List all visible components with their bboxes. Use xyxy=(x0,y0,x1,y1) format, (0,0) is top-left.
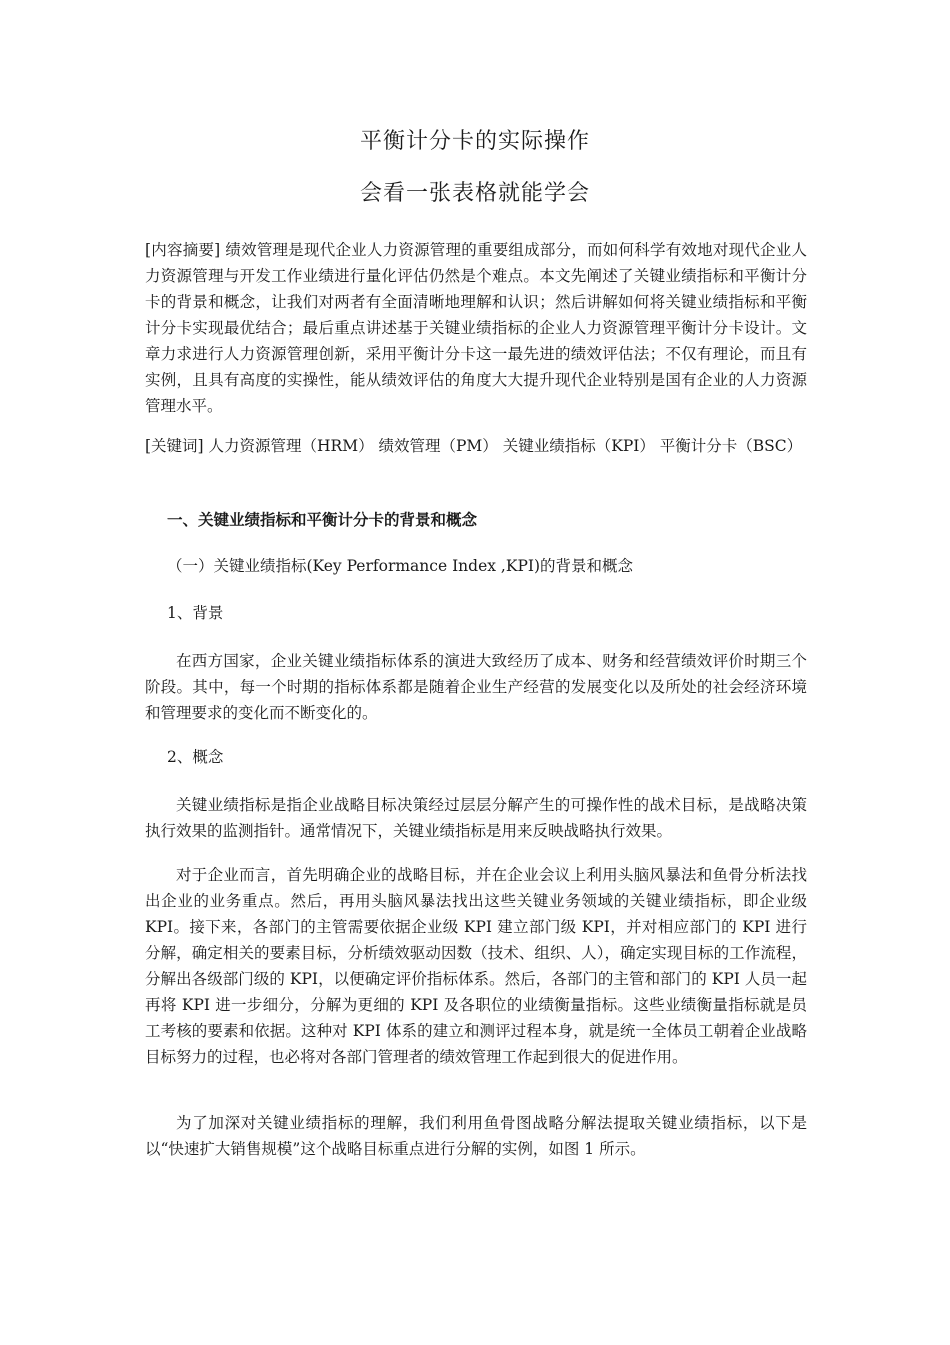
abstract-paragraph: [内容摘要] 绩效管理是现代企业人力资源管理的重要组成部分，而如何科学有效地对现代企业人力资源管理与开发工作业绩进行量化评估仍然是个难点。本文先阐述了关键业绩指标和平衡计分卡的背景和概念，让我们对两者有全面清晰地理解和认识；然后讲解如何将关键业绩指标和平衡计分卡实现最优结合；最后重点讲述基于关键业绩指标的企业人力资源管理平衡计分卡设计。文章力求进行人力资源管理创新，采用平衡计分卡这一最先进的绩效评估法；不仅有理论，而且有实例，且具有高度的实操性，能从绩效评估的角度大大提升现代企业特别是国有企业的人力资源管理水平。 xyxy=(145,241,807,415)
concept-paragraph: 对于企业而言，首先明确企业的战略目标，并在企业会议上利用头脑风暴法和鱼骨分析法找出企业的业务重点。然后，再用头脑风暴法找出这些关键业务领域的关键业绩指标，即企业级 KPI。接下来，各部门的主管需要依据企业级 KPI 建立部门级 KPI，并对相应部门的 KPI 进行分解，确定相关的要素目标，分析绩效驱动因数（技术、组织、人），确定实现目标的工作流程，分解出各级部门级的 KPI，以便确定评价指标体系。然后，各部门的主管和部门的 KPI 人员一起再将 KPI 进一步细分，分解为更细的 KPI 及各职位的业绩衡量指标。这些业绩衡量指标就是员工考核的要素和依据。这种对 KPI 体系的建立和测评过程本身，就是统一全体员工朝着企业战略目标努力的过程，也必将对各部门管理者的绩效管理工作起到很大的促进作用。 xyxy=(145,866,807,1066)
concept-paragraph: 关键业绩指标是指企业战略目标决策经过层层分解产生的可操作性的战术目标，是战略决策执行效果的监测指针。通常情况下，关键业绩指标是用来反映战略执行效果。 xyxy=(145,796,807,840)
concept-paragraph: 为了加深对关键业绩指标的理解，我们利用鱼骨图战略分解法提取关键业绩指标，以下是以“快速扩大销售规模”这个战略目标重点进行分解的实例，如图 1 所示。 xyxy=(145,1114,807,1158)
background-heading: 1、背景 xyxy=(167,604,224,622)
concept-heading: 2、概念 xyxy=(167,748,224,766)
document-subtitle: 会看一张表格就能学会 xyxy=(359,181,590,206)
document-title: 平衡计分卡的实际操作 xyxy=(359,129,590,154)
subsection-heading: （一）关键业绩指标(Key Performance Index ,KPI)的背景和概念 xyxy=(167,557,634,575)
section-heading: 一、关键业绩指标和平衡计分卡的背景和概念 xyxy=(167,510,478,529)
background-paragraph: 在西方国家，企业关键业绩指标体系的演进大致经历了成本、财务和经营绩效评价时期三个阶段。其中，每一个时期的指标体系都是随着企业生产经营的发展变化以及所处的社会经济环境和管理要求的变化而不断变化的。 xyxy=(145,652,807,722)
keywords-paragraph: [关键词] 人力资源管理（HRM） 绩效管理（PM） 关键业绩指标（KPI） 平衡计分卡（BSC） xyxy=(145,437,803,455)
